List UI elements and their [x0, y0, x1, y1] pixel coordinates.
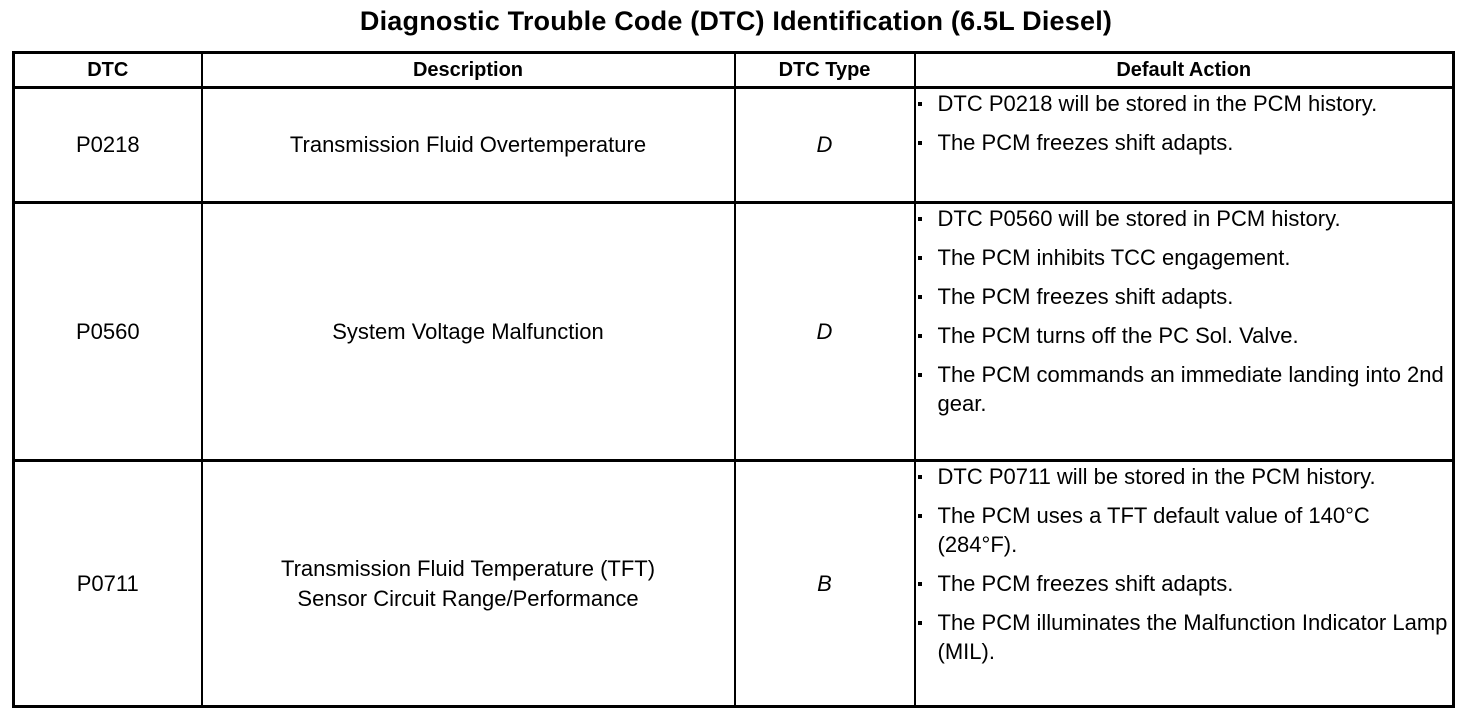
bullet-icon: [918, 141, 922, 145]
action-text: The PCM uses a TFT default value of 140°C (284°F).: [937, 503, 1370, 557]
action-item: [916, 89, 1453, 118]
bullet-icon: [918, 621, 922, 625]
header-default-action: Default Action: [915, 53, 1454, 88]
action-list: [916, 89, 1453, 157]
bullet-icon: [918, 295, 922, 299]
action-item: [916, 243, 1453, 272]
action-text: The PCM freezes shift adapts.: [937, 284, 1234, 309]
header-description: Description: [202, 53, 735, 88]
action-item: [916, 204, 1453, 233]
bullet-icon: [918, 582, 922, 586]
action-item: [916, 462, 1453, 491]
bullet-icon: [918, 256, 922, 260]
bullet-icon: [918, 373, 922, 377]
action-text: DTC P0711 will be stored in the PCM history.: [937, 464, 1376, 489]
action-text: DTC P0560 will be stored in PCM history.: [937, 206, 1341, 231]
table-row: [14, 88, 1454, 203]
action-text: The PCM commands an immediate landing into 2nd gear.: [937, 362, 1444, 416]
action-text: The PCM freezes shift adapts.: [937, 130, 1234, 155]
action-list: [916, 462, 1453, 666]
default-action: [915, 461, 1454, 707]
action-list: [916, 204, 1453, 418]
action-item: [916, 360, 1453, 418]
table-row: [14, 461, 1454, 707]
description-line: Transmission Fluid Temperature (TFT): [280, 555, 656, 581]
action-text: The PCM turns off the PC Sol. Valve.: [937, 323, 1299, 348]
bullet-icon: [918, 217, 922, 221]
bullet-icon: [918, 475, 922, 479]
description-line: Transmission Fluid Overtemperature: [289, 132, 647, 157]
dtc-code: P0218: [14, 88, 202, 203]
description-line: Sensor Circuit Range/Performance: [297, 585, 639, 611]
table-title: Diagnostic Trouble Code (DTC) Identification (6.5L Diesel): [359, 6, 1113, 36]
action-text: The PCM freezes shift adapts.: [937, 571, 1234, 596]
header-row: [14, 53, 1454, 88]
description-line: System Voltage Malfunction: [332, 318, 604, 344]
action-text: The PCM illuminates the Malfunction Indicator Lamp (MIL).: [937, 610, 1448, 664]
header-dtc: DTC: [14, 53, 202, 88]
action-text: DTC P0218 will be stored in the PCM history.: [937, 91, 1378, 116]
default-action: [915, 203, 1454, 461]
action-item: [916, 501, 1453, 559]
dtc-description: [202, 203, 735, 461]
table-row: [14, 203, 1454, 461]
dtc-code: P0560: [14, 203, 202, 461]
default-action: [915, 88, 1454, 203]
dtc-type: D: [735, 88, 915, 203]
dtc-code: P0711: [14, 461, 202, 707]
action-item: [916, 569, 1453, 598]
dtc-type: B: [735, 461, 915, 707]
action-item: [916, 608, 1453, 666]
dtc-description: [202, 88, 735, 203]
bullet-icon: [918, 102, 922, 106]
action-item: [916, 321, 1453, 350]
action-text: The PCM inhibits TCC engagement.: [937, 245, 1291, 270]
action-item: [916, 282, 1453, 311]
action-item: [916, 128, 1453, 157]
bullet-icon: [918, 334, 922, 338]
dtc-description: [202, 461, 735, 707]
bullet-icon: [918, 514, 922, 518]
dtc-type: D: [735, 203, 915, 461]
header-dtc-type: DTC Type: [735, 53, 915, 88]
dtc-table: [12, 51, 1455, 708]
